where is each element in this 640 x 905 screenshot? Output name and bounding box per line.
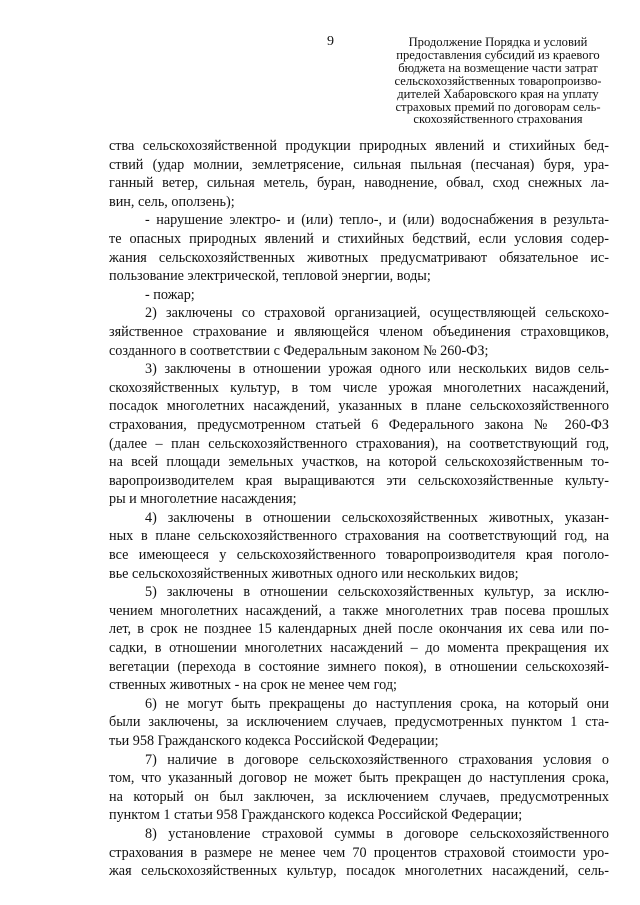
body-text-line: 3) заключены в отношении урожая одного или нескольких видов сель- xyxy=(145,361,609,378)
body-text-line: ных в плане сельскохозяйственного страхования на соответствующий год, на xyxy=(109,528,609,545)
body-text-line: (далее – план сельскохозяйственного страхования), на соответствующий год, xyxy=(109,435,609,452)
body-text-line: жая сельскохозяйственных культур, посадок многолетних насаждений, сель- xyxy=(109,863,609,880)
body-text-line: тьи 958 Гражданского кодекса Российской Федерации; xyxy=(109,733,439,749)
document-header xyxy=(378,36,618,126)
header-line: скохозяйственного страхования xyxy=(413,112,583,127)
body-text-line: посадок многолетних насаждений, указанных в плане сельскохозяйственного xyxy=(109,398,609,415)
body-text-line: 5) заключены в отношении сельскохозяйственных культур, за исклю- xyxy=(145,584,609,601)
body-text-line: 6) не могут быть прекращены до наступления срока, на который они xyxy=(145,695,609,712)
body-text-line: - пожар; xyxy=(145,286,195,303)
body-text-line: страхования в размере не менее чем 70 процентов страховой стоимости уро- xyxy=(109,844,609,861)
body-text-line: ственных животных - на срок не менее чем год; xyxy=(109,677,397,694)
body-text-line: созданного в соответствии с Федеральным законом № 260-ФЗ; xyxy=(109,342,489,359)
body-text-line: - нарушение электро- и (или) тепло-, и (или) водоснабжения в результа- xyxy=(145,212,609,229)
body-text-line: 8) установление страховой суммы в договоре сельскохозяйственного xyxy=(145,825,609,842)
body-text-line: том, что указанный договор не может быть прекращен до наступления срока, xyxy=(109,770,609,787)
body-text-line: скохозяйственных культур, в том числе урожая многолетних насаждений, xyxy=(109,379,609,396)
body-text-line: 2) заключены со страховой организацией, осуществляющей сельскохо- xyxy=(145,305,609,322)
document-body xyxy=(109,137,609,881)
body-text-line: ганный ветер, сильная метель, буран, наводнение, обвал, сход снежных ла- xyxy=(109,175,609,192)
body-text-line: на который он был заключен, за исключением случаев, предусмотренных xyxy=(109,788,609,805)
body-text-line: садки, в отношении многолетних насаждений – до момента прекращения их xyxy=(109,640,609,657)
body-text-line: ства сельскохозяйственной продукции природных явлений и стихийных бед- xyxy=(109,138,609,154)
header-line: Продолжение Порядка и условий xyxy=(408,35,588,49)
header-line: предоставления субсидий из краевого xyxy=(396,47,600,62)
body-text-line: 4) заключены в отношении сельскохозяйственных животных, указан- xyxy=(145,509,609,526)
page-number: 9 xyxy=(327,34,334,49)
body-text-line: варопроизводителем края выращиваются эти сельскохозяйственные культу- xyxy=(109,472,609,489)
body-text-line: вегетации (перехода в состояние зимнего покоя), в отношении сельскохозяй- xyxy=(109,658,609,675)
body-text-line: жания сельскохозяйственных животных предусматривают обязательное ис- xyxy=(109,249,609,266)
header-line: бюджета на возмещение части затрат xyxy=(398,60,598,75)
body-text-line: на всей площади земельных участков, на которой сельскохозяйственным то- xyxy=(109,454,609,471)
body-text-line: вье сельскохозяйственных животных одного или нескольких видов; xyxy=(109,565,519,582)
body-text-line: чением многолетних насаждений, а также многолетних трав посева прошлых xyxy=(109,602,609,619)
body-text-line: зяйственное страхование и являющейся членом объединения страховщиков, xyxy=(109,323,609,340)
body-text-line: все имеющееся у сельскохозяйственного товаропроизводителя края поголо- xyxy=(109,547,609,564)
body-text-line: пользование электрической, тепловой энергии, воды; xyxy=(109,268,431,285)
body-text-line: 7) наличие в договоре сельскохозяйственного страхования условия о xyxy=(145,751,609,768)
body-text-line: были заключены, за исключением случаев, предусмотренных пунктом 1 ста- xyxy=(109,714,609,731)
header-line: страховых премий по договорам сель- xyxy=(395,99,601,114)
body-text-line: лет, в срок не позднее 15 календарных дней после окончания их сева или по- xyxy=(109,621,609,638)
header-line: сельскохозяйственных товаропроизво- xyxy=(394,73,602,88)
body-text-line: страхования, предусмотренном статьей 6 Федерального закона № 260-ФЗ xyxy=(109,416,609,433)
body-text-line: те опасных природных явлений и стихийных бедствий, если условия содер- xyxy=(109,230,609,247)
body-text-line: вин, сель, оползень); xyxy=(109,193,235,210)
header-line: дителей Хабаровского края на уплату xyxy=(397,86,599,101)
body-text-line: пунктом 1 статьи 958 Гражданского кодекса Российской Федерации; xyxy=(109,807,523,824)
body-text-line: ры и многолетние насаждения; xyxy=(109,491,297,508)
body-text-line: ствий (удар молнии, землетрясение, сильная пыльная (песчаная) буря, ура- xyxy=(109,156,609,173)
